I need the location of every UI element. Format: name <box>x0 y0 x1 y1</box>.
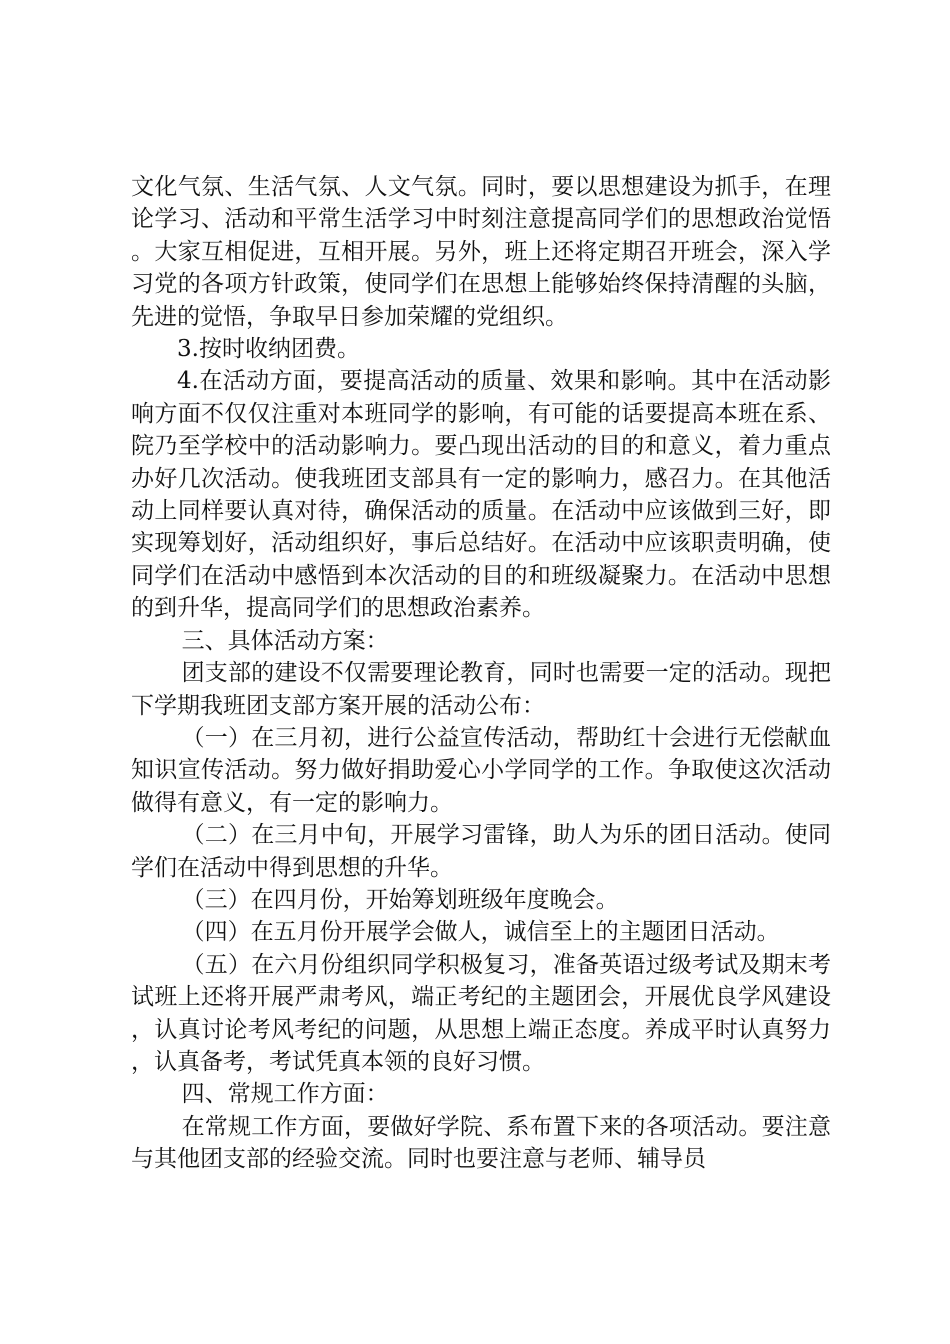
paragraph-activity-intro: 团支部的建设不仅需要理论教育，同时也需要一定的活动。现把下学期我班团支部方案开展的活动公布： <box>131 660 831 719</box>
paragraph-item-3: 3.按时收纳团费。 <box>177 336 360 363</box>
paragraph-activity-2: （二）在三月中旬，开展学习雷锋，助人为乐的团日活动。使同学们在活动中得到思想的升华。 <box>131 822 831 881</box>
document-page <box>131 171 831 1176</box>
section-heading-4: 四、常规工作方面： <box>181 1081 389 1108</box>
paragraph-activity-5: （五）在六月份组织同学积极复习，准备英语过级考试及期末考试班上还将开展严肃考风，端正考纪的主题团会，开展优良学风建设，认真讨论考风考纪的问题，从思想上端正态度。养成平时认真努力，认真备考，考试凭真本领的良好习惯。 <box>131 951 831 1075</box>
section-heading-3: 三、具体活动方案： <box>181 627 389 654</box>
paragraph-routine-work: 在常规工作方面，要做好学院、系布置下来的各项活动。要注意与其他团支部的经验交流。同时也要注意与老师、辅导员 <box>131 1113 831 1173</box>
paragraph-activity-3: （三）在四月份，开始筹划班级年度晚会。 <box>181 886 619 913</box>
paragraph-activity-1: （一）在三月初，进行公益宣传活动，帮助红十会进行无偿献血知识宣传活动。努力做好捐助爱心小学同学的工作。争取使这次活动做得有意义，有一定的影响力。 <box>131 724 831 816</box>
paragraph-activity-4: （四）在五月份开展学会做人，诚信至上的主题团日活动。 <box>181 919 780 946</box>
paragraph-continued: 文化气氛、生活气氛、人文气氛。同时，要以思想建设为抓手，在理论学习、活动和平常生活学习中时刻注意提高同学们的思想政治觉悟。大家互相促进，互相开展。另外，班上还将定期召开班会，深入学习党的各项方针政策，使同学们在思想上能够始终保持清醒的头脑，先进的觉悟，争取早日参加荣耀的党组织。 <box>131 174 831 330</box>
paragraph-item-4: 4.在活动方面，要提高活动的质量、效果和影响。其中在活动影响方面不仅仅注重对本班同学的影响，有可能的话要提高本班在系、院乃至学校中的活动影响力。要凸现出活动的目的和意义，着力重点办好几次活动。使我班团支部具有一定的影响力，感召力。在其他活动上同样要认真对待，确保活动的质量。在活动中应该做到三好，即实现筹划好，活动组织好，事后总结好。在活动中应该职责明确，使同学们在活动中感悟到本次活动的目的和班级凝聚力。在活动中思想的到升华，提高同学们的思想政治素养。 <box>131 368 831 622</box>
